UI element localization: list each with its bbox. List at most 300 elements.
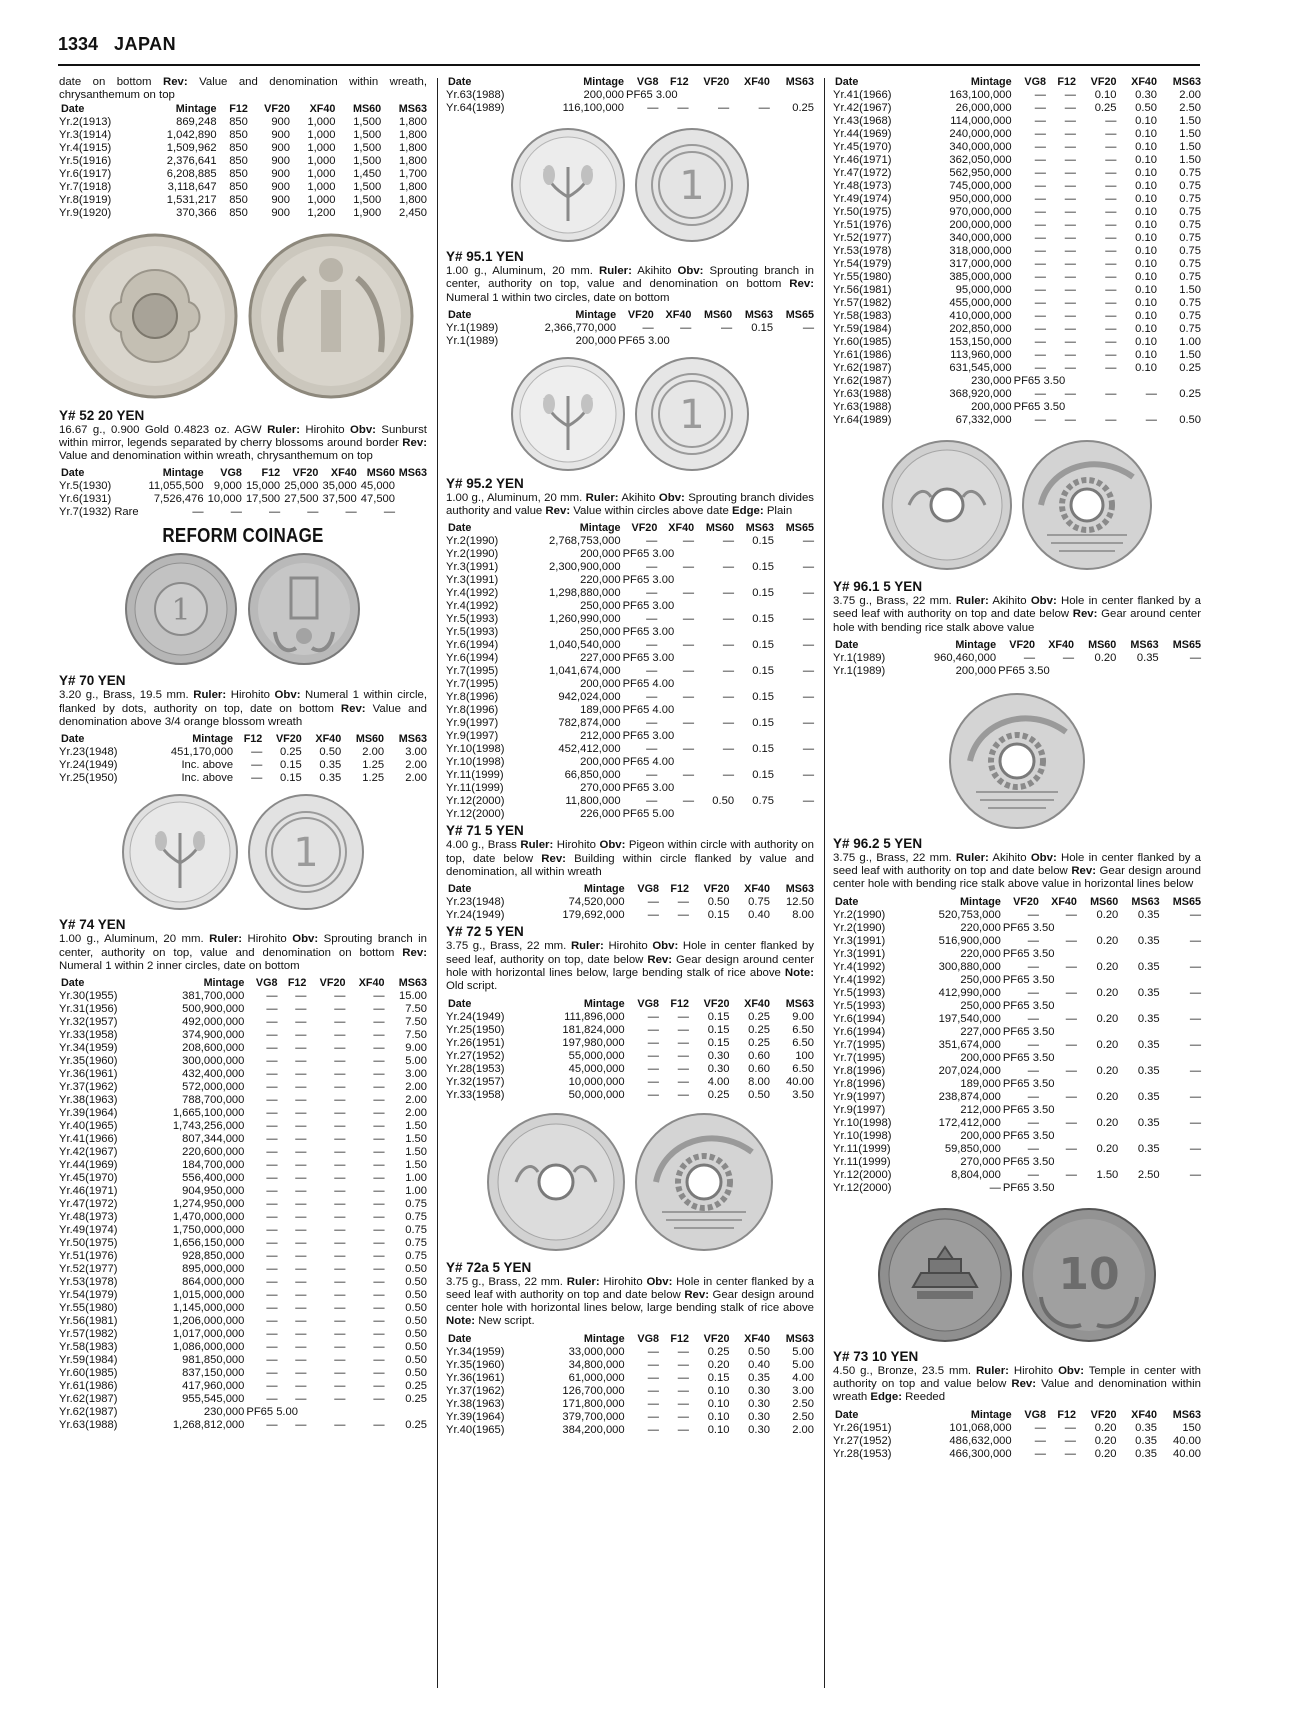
column-header: MS60 (1090, 895, 1119, 908)
table-row (446, 1089, 814, 1102)
y72-description: 3.75 g., Brass, 22 mm. Ruler: Hirohito Obv: Hole in center flanked by seed leaf, authority on top, date below Rev: Gear design around center hole with horizontal lines below, large bending stalk of rice above Note: Old script. (446, 940, 814, 993)
table-row (59, 506, 427, 519)
table-cell: — (334, 1263, 346, 1276)
table-cell: Yr.34(1959) (59, 1042, 118, 1055)
table-cell: Yr.6(1994) (833, 1012, 886, 1025)
table-cell: 384,200,000 (562, 1423, 625, 1436)
table-cell: 0.75 (405, 1237, 427, 1250)
table-cell: — (647, 1371, 659, 1384)
table-cell: Yr.26(1951) (446, 1036, 505, 1049)
table-cell: 0.15 (752, 639, 774, 652)
table-row (59, 1380, 427, 1393)
table-cell: Yr.12(2000) (833, 1181, 892, 1194)
table-cell: Yr.1(1989) (446, 321, 499, 334)
table-cell: PF65 3.00 (622, 626, 675, 639)
column-header: VF20 (275, 733, 302, 746)
table-cell: — (1034, 284, 1046, 296)
table-cell: Yr.58(1983) (833, 310, 892, 322)
table-cell: 0.10 (1135, 193, 1157, 205)
table-cell: — (647, 102, 659, 114)
table-cell: — (334, 1068, 346, 1081)
table-cell: — (1064, 89, 1076, 101)
table-cell: 1.50 (1179, 115, 1201, 127)
table-cell: Yr.62(1987) (833, 362, 892, 374)
y74-entry (59, 917, 427, 1432)
table-cell: Yr.47(1972) (833, 167, 892, 179)
table-cell: — (266, 1367, 278, 1380)
table-cell: — (268, 506, 281, 519)
table-row (833, 362, 1201, 375)
table-cell: Yr.62(1987) (59, 1406, 118, 1419)
table-cell: 114,000,000 (950, 115, 1012, 127)
column-header: VF20 (292, 467, 319, 480)
table-cell: Yr.41(1966) (833, 89, 892, 101)
table-cell: 1.50 (405, 1146, 427, 1159)
y951-title: Y# 95.1 YEN (446, 249, 524, 264)
table-cell: 220,600,000 (182, 1146, 245, 1159)
table-cell: 850 (229, 193, 248, 206)
column-header: VF20 (1090, 76, 1117, 88)
table-cell: — (334, 1016, 346, 1029)
table-cell: — (266, 1393, 278, 1406)
table-row (59, 1250, 427, 1263)
table-row (446, 1076, 814, 1089)
table-cell: 0.15 (752, 743, 774, 756)
table-cell: — (647, 909, 659, 922)
table-cell: 0.10 (1135, 336, 1157, 348)
table-cell: 1,145,000,000 (172, 1302, 245, 1315)
table-cell: — (682, 795, 695, 808)
table-row (59, 1185, 427, 1198)
table-cell: — (1027, 1012, 1039, 1025)
table-cell: — (295, 1094, 307, 1107)
table-row (833, 1422, 1201, 1435)
table-cell: PF65 3.50 (1002, 1181, 1055, 1194)
table-cell: 7.50 (405, 1003, 427, 1016)
table-row (833, 128, 1201, 141)
table-cell: 0.10 (1135, 258, 1157, 270)
table-cell: — (266, 1107, 278, 1120)
table-cell: 0.10 (1135, 167, 1157, 179)
table-cell: PF65 5.00 (622, 808, 675, 821)
table-cell: 0.50 (319, 746, 342, 759)
table-cell: PF65 3.00 (622, 548, 675, 561)
table-cell: PF65 3.00 (622, 782, 675, 795)
table-cell: 0.50 (707, 896, 730, 909)
table-cell: — (373, 1055, 385, 1068)
table-cell: 0.10 (707, 1410, 730, 1423)
table-cell: 0.75 (1179, 323, 1201, 335)
table-cell: — (1065, 1090, 1077, 1103)
table-cell: 0.75 (1179, 271, 1201, 283)
y72-obverse-image (486, 1112, 626, 1252)
table-cell: 0.35 (1137, 1064, 1160, 1077)
table-cell: — (1034, 362, 1046, 374)
table-cell: — (266, 1315, 278, 1328)
table-cell: — (266, 990, 278, 1003)
column-header: F12 (243, 733, 263, 746)
table-cell: — (722, 743, 735, 756)
table-row (59, 990, 427, 1003)
column-header: F12 (1057, 1408, 1076, 1421)
column-header: VF20 (703, 1332, 730, 1345)
table-row (833, 284, 1201, 297)
table-cell: — (1034, 349, 1046, 361)
table-cell: 0.50 (712, 795, 735, 808)
table-cell: 0.30 (748, 1384, 770, 1397)
svg-text:1: 1 (679, 391, 705, 438)
table-cell: 318,000,000 (949, 245, 1012, 257)
table-cell: 2.50 (1137, 1168, 1160, 1181)
column-header: Date (835, 638, 859, 651)
table-cell: 0.20 (1094, 1421, 1117, 1434)
table-cell: — (266, 1328, 278, 1341)
table-cell: 1.50 (405, 1133, 427, 1146)
column-header: VG8 (637, 883, 659, 896)
table-cell: 8,804,000 (951, 1168, 1001, 1181)
y72-reverse-image (634, 1112, 774, 1252)
table-cell: — (334, 1393, 346, 1406)
table-cell: — (1034, 193, 1046, 205)
table-cell: — (647, 1010, 659, 1023)
table-cell: — (646, 639, 658, 652)
column-header: Mintage (583, 76, 624, 88)
table-cell: 1,800 (399, 193, 427, 206)
table-cell: 200,000 (960, 1051, 1001, 1064)
table-header-row (446, 76, 814, 89)
table-cell: 1,000 (307, 193, 336, 206)
table-cell: PF65 3.50 (1002, 1103, 1055, 1116)
table-cell: 0.15 (752, 561, 774, 574)
table-cell: — (295, 1159, 307, 1172)
table-row (833, 935, 1201, 948)
table-cell: 0.35 (319, 772, 342, 785)
table-row (446, 1372, 814, 1385)
table-cell: 0.50 (748, 1345, 770, 1358)
table-cell: Yr.60(1985) (59, 1367, 118, 1380)
table-row (59, 1367, 427, 1380)
table-cell: 226,000 (580, 808, 621, 821)
table-row (59, 1289, 427, 1302)
table-row (446, 896, 814, 909)
table-cell: 9.00 (405, 1042, 427, 1055)
y72-entry (446, 924, 814, 1101)
table-cell: 1.25 (362, 759, 385, 772)
page-number: 1334 (58, 34, 99, 54)
table-cell: — (295, 1419, 307, 1432)
table-cell: Yr.8(1996) (833, 1077, 886, 1090)
table-cell: 0.15 (707, 1371, 730, 1384)
table-cell: 220,000 (580, 574, 621, 587)
table-cell: — (373, 1302, 385, 1315)
table-cell: 47,500 (360, 493, 395, 506)
table-cell: Yr.1(1989) (446, 334, 499, 347)
table-row (833, 1130, 1201, 1143)
table-row (446, 665, 814, 678)
table-cell: 950,000,000 (949, 193, 1012, 205)
table-cell: 0.50 (405, 1341, 427, 1354)
y961-table (833, 639, 1201, 678)
table-cell: 0.75 (1179, 258, 1201, 270)
column-header: MS63 (785, 883, 814, 896)
table-cell: Yr.47(1972) (59, 1198, 118, 1211)
table-cell: Yr.62(1987) (833, 375, 892, 387)
table-cell: 45,000 (360, 480, 395, 493)
table-cell: — (334, 1250, 346, 1263)
y951-obverse-image (510, 127, 626, 243)
table-cell: — (373, 1068, 385, 1081)
table-cell: PF65 3.50 (1002, 1077, 1055, 1090)
table-cell: 0.50 (1179, 414, 1201, 426)
table-cell: Yr.23(1948) (446, 896, 505, 909)
table-cell: 0.20 (1094, 1447, 1117, 1460)
table-cell: 1.25 (362, 772, 385, 785)
column-header: Date (835, 1408, 859, 1421)
table-header-row (446, 309, 814, 322)
table-cell: — (1064, 141, 1076, 153)
table-cell: 1.50 (1179, 141, 1201, 153)
table-cell: — (1064, 349, 1076, 361)
table-cell: 745,000,000 (949, 180, 1012, 192)
table-cell: — (334, 1224, 346, 1237)
column-header: Date (448, 1332, 472, 1345)
column-header: MS63 (398, 977, 427, 990)
table-row (833, 401, 1201, 414)
table-cell: 0.50 (405, 1367, 427, 1380)
svg-text:1: 1 (171, 593, 191, 629)
table-cell: Yr.2(1913) (59, 115, 112, 128)
table-cell: — (373, 1367, 385, 1380)
table-cell: — (1027, 1038, 1039, 1051)
table-cell: Yr.59(1984) (59, 1354, 118, 1367)
table-cell: — (646, 717, 658, 730)
table-cell: 1,500 (353, 141, 382, 154)
table-cell: 900 (271, 141, 290, 154)
mintage-table (59, 103, 427, 220)
table-row (446, 808, 814, 821)
table-cell: Yr.6(1994) (833, 1025, 886, 1038)
table-cell: 3.50 (792, 1088, 814, 1101)
table-cell: — (802, 743, 814, 756)
column-header: MS63 (745, 522, 774, 535)
table-cell: — (334, 1042, 346, 1055)
table-cell: 1,000 (307, 128, 336, 141)
y951-table (446, 309, 814, 348)
table-cell: — (722, 717, 735, 730)
column-header: MS63 (785, 76, 814, 88)
table-cell: — (1189, 986, 1201, 999)
table-cell: — (1065, 934, 1077, 947)
table-cell: Yr.33(1958) (59, 1029, 118, 1042)
table-cell: Yr.56(1981) (833, 284, 892, 296)
table-cell: — (334, 1211, 346, 1224)
table-cell: 0.75 (1179, 206, 1201, 218)
table-cell: — (251, 772, 263, 785)
table-cell: 317,000,000 (949, 258, 1012, 270)
table-cell: — (373, 1185, 385, 1198)
table-cell: — (295, 1276, 307, 1289)
table-cell: 410,000,000 (949, 310, 1012, 322)
y70-reverse-image (247, 552, 362, 667)
table-cell: 455,000,000 (949, 297, 1012, 309)
table-cell: — (1034, 232, 1046, 244)
table-cell: — (230, 506, 242, 519)
table-cell: Yr.12(2000) (446, 795, 505, 808)
table-cell: Yr.8(1996) (446, 691, 499, 704)
table-cell: PF65 3.50 (1002, 921, 1055, 934)
y73-entry (833, 1349, 1201, 1461)
column-header: VG8 (220, 467, 242, 480)
table-row (446, 102, 814, 115)
table-cell: Yr.52(1977) (833, 232, 892, 244)
table-row (59, 480, 427, 493)
y961-title: Y# 96.1 5 YEN (833, 579, 923, 594)
table-cell: 0.25 (279, 746, 302, 759)
table-row (833, 1013, 1201, 1026)
table-cell: — (266, 1341, 278, 1354)
table-cell: Yr.56(1981) (59, 1315, 118, 1328)
table-cell: 486,632,000 (949, 1434, 1012, 1447)
column-header: XF40 (744, 1332, 770, 1345)
y74-description: 1.00 g., Aluminum, 20 mm. Ruler: Hirohito Obv: Sprouting branch in center, authority on top, value and denomination on bottom Rev: Numeral 1 within 2 inner circles, date on bottom (59, 933, 427, 972)
column-header: XF40 (744, 997, 770, 1010)
table-cell: 1,800 (399, 115, 427, 128)
table-cell: — (677, 1023, 689, 1036)
y72a-description: 3.75 g., Brass, 22 mm. Ruler: Hirohito Obv: Hole in center flanked by a seed leaf with authority on top and date below Rev: Gear design around center hole with horizontal lines below, large bending stalk of rice above Note: New script. (446, 1275, 814, 1328)
table-cell: — (677, 1036, 689, 1049)
table-cell: 0.35 (1137, 1116, 1160, 1129)
table-cell: 111,896,000 (564, 1010, 625, 1023)
table-row (833, 1052, 1201, 1065)
table-cell: 0.15 (752, 691, 774, 704)
table-cell: — (266, 1003, 278, 1016)
table-row (833, 154, 1201, 167)
table-cell: 466,300,000 (949, 1447, 1012, 1460)
table-cell: 10,000,000 (568, 1075, 625, 1088)
table-cell: 0.35 (1135, 1447, 1157, 1460)
table-row (59, 1120, 427, 1133)
table-cell: — (1034, 1421, 1046, 1434)
table-cell: — (721, 321, 733, 334)
table-cell: Yr.51(1976) (833, 219, 892, 231)
table-cell: 3.00 (405, 1068, 427, 1081)
table-cell: 452,412,000 (558, 743, 621, 756)
table-cell: — (1065, 1116, 1077, 1129)
column-header: XF40 (744, 883, 770, 896)
table-cell: — (295, 1042, 307, 1055)
table-cell: 900 (271, 154, 290, 167)
column-header: Mintage (970, 76, 1012, 88)
table-row (59, 1276, 427, 1289)
table-row (446, 909, 814, 922)
table-cell: Yr.11(1999) (833, 1155, 891, 1168)
table-cell: 1,017,000,000 (172, 1328, 245, 1341)
table-cell: Inc. above (181, 759, 234, 772)
table-cell: 9,000 (213, 480, 242, 493)
table-cell: — (266, 1354, 278, 1367)
table-cell: — (266, 1263, 278, 1276)
table-cell: — (722, 691, 735, 704)
table-cell: 981,850,000 (182, 1354, 245, 1367)
table-cell: 10,000 (207, 493, 242, 506)
table-row (446, 678, 814, 691)
table-row (446, 548, 814, 561)
table-cell: Yr.3(1914) (59, 128, 112, 141)
table-row (833, 115, 1201, 128)
table-cell: 1,041,674,000 (549, 665, 621, 678)
table-cell: — (1064, 102, 1076, 114)
table-cell: Yr.8(1919) (59, 193, 112, 206)
table-cell: 788,700,000 (182, 1094, 245, 1107)
table-cell: — (1105, 180, 1117, 192)
column-header: MS63 (398, 733, 427, 746)
table-row (833, 961, 1201, 974)
table-row (446, 1411, 814, 1424)
table-cell: 0.20 (1096, 1064, 1119, 1077)
table-row (446, 574, 814, 587)
table-cell: 200,000 (580, 548, 621, 561)
table-cell: 8.00 (748, 1075, 770, 1088)
table-cell: — (1189, 651, 1201, 664)
table-cell: — (646, 613, 658, 626)
y71-title: Y# 71 5 YEN (446, 823, 524, 839)
table-row (833, 1435, 1201, 1448)
table-cell: 55,000,000 (568, 1049, 625, 1062)
table-cell: 500,900,000 (182, 1003, 245, 1016)
table-row (59, 1224, 427, 1237)
column-header: Date (448, 76, 472, 88)
table-cell: — (1189, 1116, 1201, 1129)
table-cell: 0.15 (752, 769, 774, 782)
table-cell: 0.25 (1094, 102, 1117, 114)
table-cell: — (1064, 310, 1076, 322)
table-cell: — (373, 1315, 385, 1328)
y52-title: Y# 52 20 YEN (59, 407, 145, 423)
table-cell: Yr.3(1991) (833, 947, 886, 960)
table-cell: — (1027, 1064, 1039, 1077)
table-cell: — (1034, 167, 1046, 179)
table-cell: — (373, 1133, 385, 1146)
table-cell: — (266, 1068, 278, 1081)
table-cell: — (1145, 414, 1157, 426)
table-row (446, 1385, 814, 1398)
y71-entry (446, 823, 814, 922)
table-cell: 1,800 (399, 141, 427, 154)
table-cell: 0.50 (405, 1354, 427, 1367)
table-cell: — (1189, 1064, 1201, 1077)
table-cell: — (373, 1120, 385, 1133)
table-cell: Yr.45(1970) (59, 1172, 118, 1185)
column-header: Mintage (175, 102, 217, 115)
table-cell: — (373, 1042, 385, 1055)
table-row (833, 375, 1201, 388)
table-cell: — (295, 1302, 307, 1315)
table-cell: 0.10 (707, 1397, 730, 1410)
table-cell: Yr.53(1978) (833, 245, 892, 257)
table-cell: Yr.37(1962) (59, 1081, 118, 1094)
table-cell: 212,000 (580, 730, 621, 743)
column-header: VF20 (631, 522, 658, 535)
table-cell: Yr.49(1974) (833, 193, 892, 205)
column-header: VF20 (703, 883, 730, 896)
table-cell: 1,800 (399, 154, 427, 167)
table-cell: — (266, 1094, 278, 1107)
column-header: F12 (229, 102, 248, 115)
column-header: XF40 (330, 467, 357, 480)
coin-images (446, 356, 814, 472)
table-cell: — (373, 1016, 385, 1029)
table-cell: — (677, 1371, 689, 1384)
